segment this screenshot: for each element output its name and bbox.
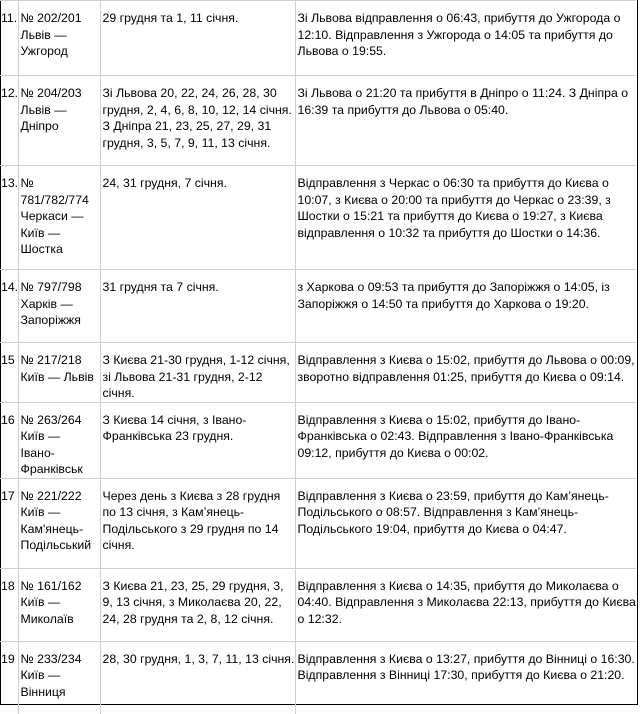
train-cell xyxy=(18,402,100,478)
train-route: Львів — Дніпро xyxy=(20,102,67,133)
train-number: № 161/162 xyxy=(20,578,82,593)
times-cell: Відправлення з Києва о 13:27, прибуття до Вінниці о 16:30. Відправлення з Вінниці 17:30, прибуття до Києва о 21:20. xyxy=(295,641,636,714)
train-route: Київ — Вінниця xyxy=(20,668,66,699)
dates-cell: З Києва 14 січня, з Івано-Франківська 23 грудня. xyxy=(100,402,295,478)
train-cell xyxy=(18,641,100,714)
dates-cell: З Києва 21-30 грудня, 1-12 січня, зі Львова 21-31 грудня, 2-12 січня. xyxy=(100,343,295,403)
dates-cell: Через день з Києва з 28 грудня по 13 січня, з Кам’янець-Подільського з 29 грудня по 14 січня. xyxy=(100,478,295,568)
train-route: Київ — Кам'янець-Подільський xyxy=(20,505,92,552)
row-number: 16 xyxy=(0,402,18,478)
times-cell: Відправлення з Києва о 23:59, прибуття до Кам’янець-Подільського о 08:57. Відправлення з Кам’янець-Подільського 19:04, прибуття до Києва о 04:47. xyxy=(295,478,636,568)
train-cell xyxy=(18,343,100,403)
train-route: Львів — Ужгород xyxy=(20,27,68,58)
train-cell xyxy=(18,568,100,641)
dates-cell: 31 грудня та 7 січня. xyxy=(100,270,295,343)
times-cell: Зі Львова о 21:20 та прибуття в Дніпро о 11:24. З Дніпра о 16:39 та прибуття до Львова о 05:40. xyxy=(295,76,636,166)
train-cell xyxy=(18,166,100,270)
row-number: 14. xyxy=(0,270,18,343)
table-row xyxy=(0,166,636,270)
table-row xyxy=(0,76,636,166)
train-number: № 781/782/774 xyxy=(20,176,89,207)
times-cell: Відправлення з Києва о 15:02, прибуття до Львова о 00:09, зворотно відправлення 01:25, прибуття до Києва о 09:14. xyxy=(295,343,636,403)
times-cell: Відправлення з Києва о 14:35, прибуття до Миколаєва о 04:40. Відправлення з Миколаєва 22:13, прибуття до Києва о 12:32. xyxy=(295,568,636,641)
table-row xyxy=(0,568,636,641)
table-row xyxy=(0,343,636,403)
row-number: 15 xyxy=(0,343,18,403)
dates-cell: 29 грудня та 1, 11 січня. xyxy=(100,1,295,76)
train-route: Київ — Львів xyxy=(20,369,94,384)
train-cell xyxy=(18,270,100,343)
table-row xyxy=(0,270,636,343)
times-cell: Відправлення з Черкас о 06:30 та прибуття до Києва о 10:07, з Києва о 20:00 та прибуття до Черкас о 23:39, з Шостки о 15:21 та прибуття до Києва о 19:27, з Києва відправлення о 10:32 та прибуття до Шостки о 14:36. xyxy=(295,166,636,270)
table-row xyxy=(0,478,636,568)
row-number: 11. xyxy=(0,1,18,76)
train-number: № 204/203 xyxy=(20,86,82,100)
train-route: Харків — Запоріжжя xyxy=(20,296,81,327)
train-cell xyxy=(18,478,100,568)
table-row xyxy=(0,1,636,76)
times-cell: з Харкова о 09:53 та прибуття до Запоріжжя о 14:05, із Запоріжжя о 14:50 та прибуття до Харкова о 19:20. xyxy=(295,270,636,343)
row-number: 13. xyxy=(0,166,18,270)
row-number: 17 xyxy=(0,478,18,568)
train-number: № 263/264 xyxy=(20,412,82,427)
row-number: 12. xyxy=(0,76,18,166)
row-number: 19 xyxy=(0,641,18,714)
train-cell xyxy=(18,1,100,76)
train-number: № 233/234 xyxy=(20,651,82,666)
train-route: Київ — Івано-Франківськ xyxy=(20,429,83,476)
dates-cell: Зі Львова 20, 22, 24, 26, 28, 30 грудня, 2, 4, 6, 8, 10, 12, 14 січня. З Дніпра 21, 23, 25, 27, 29, 31 грудня, 3, 5, 7, 9, 11, 13 січня. xyxy=(100,76,295,166)
train-route: Черкаси — Київ — Шостка xyxy=(20,209,84,256)
dates-cell: 24, 31 грудня, 7 січня. xyxy=(100,166,295,270)
row-number: 18 xyxy=(0,568,18,641)
train-number: № 202/201 xyxy=(20,11,82,25)
train-number: № 797/798 xyxy=(20,280,82,294)
dates-cell: З Києва 21, 23, 25, 29 грудня, 3, 9, 13 січня, з Миколаєва 20, 22, 24, 28 грудня та 2, 8, 12 січня. xyxy=(100,568,295,641)
dates-cell: 28, 30 грудня, 1, 3, 7, 11, 13 січня. xyxy=(100,641,295,714)
train-cell xyxy=(18,76,100,166)
train-number: № 221/222 xyxy=(20,488,82,503)
table-row xyxy=(0,641,636,714)
train-route: Київ — Миколаїв xyxy=(20,595,74,626)
table-row xyxy=(0,402,636,478)
times-cell: Зі Львова відправлення о 06:43, прибуття до Ужгорода о 12:10. Відправлення з Ужгорода о 14:05 та прибуття до Львова о 19:55. xyxy=(295,1,636,76)
times-cell: Відправлення з Києва о 15:02, прибуття до Івано-Франківська о 02:43. Відправлення з Івано-Франківська 09:12, прибуття до Києва о 00:02. xyxy=(295,402,636,478)
train-number: № 217/218 xyxy=(20,353,82,367)
